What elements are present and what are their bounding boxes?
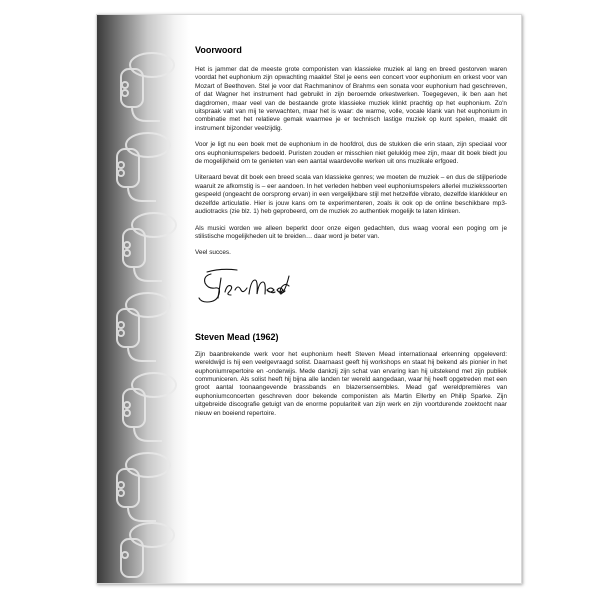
euphonium-decorative-strip — [97, 15, 189, 583]
preface-paragraph: Uiteraard bevat dit boek een breed scala van klassieke genres; we moeten de muziek – en dus de stijlperiode waaruit ze afkomstig is – eer aandoen. In het verleden hebben veel euphoniumspelers allerlei muziekssoorten gespeeld (ongeacht de oorsprong ervan) in een vergelijkbare stijl met hetzelfde vibrato, dezelfde klankkleur en dezelfde articulatie. Hier is jouw kans om te experimenteren, zoals ik ook op de online beschikbare mp3-audiotracks (zie blz. 1) heb geprobeerd, om de muziek zo authentiek mogelijk te laten klinken. — [195, 174, 507, 216]
signature — [197, 266, 317, 306]
page-content — [195, 45, 507, 426]
book-page — [96, 14, 522, 584]
euphonium-illustration-icon — [97, 15, 189, 583]
preface-paragraph: Het is jammer dat de meeste grote componisten van klassieke muziek al lang en breed gestorven waren voordat het euphonium zijn opwachting maakte! Stel je eens een concert voor euphonium en orkest voor van Mozart of Beethoven. Stel je voor dat Rachmaninov of Brahms een sonata voor euphonium had geschreven, of dat Wagner het instrument had gebruikt in zijn beroemde orkestwerken. Toegegeven, ik ben aan het dagdromen, maar veel van de bestaande grote klassieke muziek klinkt prachtig op het euphonium. Zo'n uitspraak valt van mij te verwachten, maar het is waar: de warme, volle, vocale klank van het euphonium in combinatie met het relatieve gemak waarmee je er technisch lastige muziek op kunt spelen, maakt dit instrument bijzonder veelzijdig. — [195, 66, 507, 132]
preface-paragraph: Voor je ligt nu een boek met de euphonium in de hoofdrol, dus de stukken die erin staan, zijn speciaal voor ons euphoniumspelers bedoeld. Puristen zouden er misschien niet gelukkig mee zijn, maar dit boek biedt jou de mogelijkheid om te genieten van een aantal waardevolle werken uit ons muzikale erfgoed. — [195, 141, 507, 166]
preface-heading: Voorwoord — [195, 45, 242, 55]
biography-heading: Steven Mead (1962) — [195, 331, 279, 342]
preface-closing: Veel succes. — [195, 249, 231, 257]
preface-paragraph: Als musici worden we alleen beperkt door onze eigen gedachten, dus waag vooral een poging om je stilistische mogelijkheden uit te breiden… daar word je beter van. — [195, 224, 507, 240]
signature-icon — [197, 266, 317, 306]
biography-paragraph: Zijn baanbrekende werk voor het euphonium heeft Steven Mead internationaal erkenning opgeleverd: wereldwijd is hij een veelgevraagd solist. Daarnaast geeft hij workshops en staat hij bekend als pionier in het euphoniumrepertoire en -onderwijs. Mede dankzij zijn schat van ervaring kan hij uitstekend met zijn publiek communiceren. Als solist heeft hij bijna alle landen ter wereld aangedaan, waar hij heeft opgetreden met een groot aantal toonaangevende brassbands en blazersensembles. Mead gaf wereldpremières van euphoniumconcerten geschreven door bekende componisten als Martin Ellerby en Philip Sparke. Zijn uitgebreide discografie getuigt van de enorme populariteit van zijn werk en zijn voortdurende zoektocht naar nieuw en boeiend repertoire. — [195, 350, 507, 417]
